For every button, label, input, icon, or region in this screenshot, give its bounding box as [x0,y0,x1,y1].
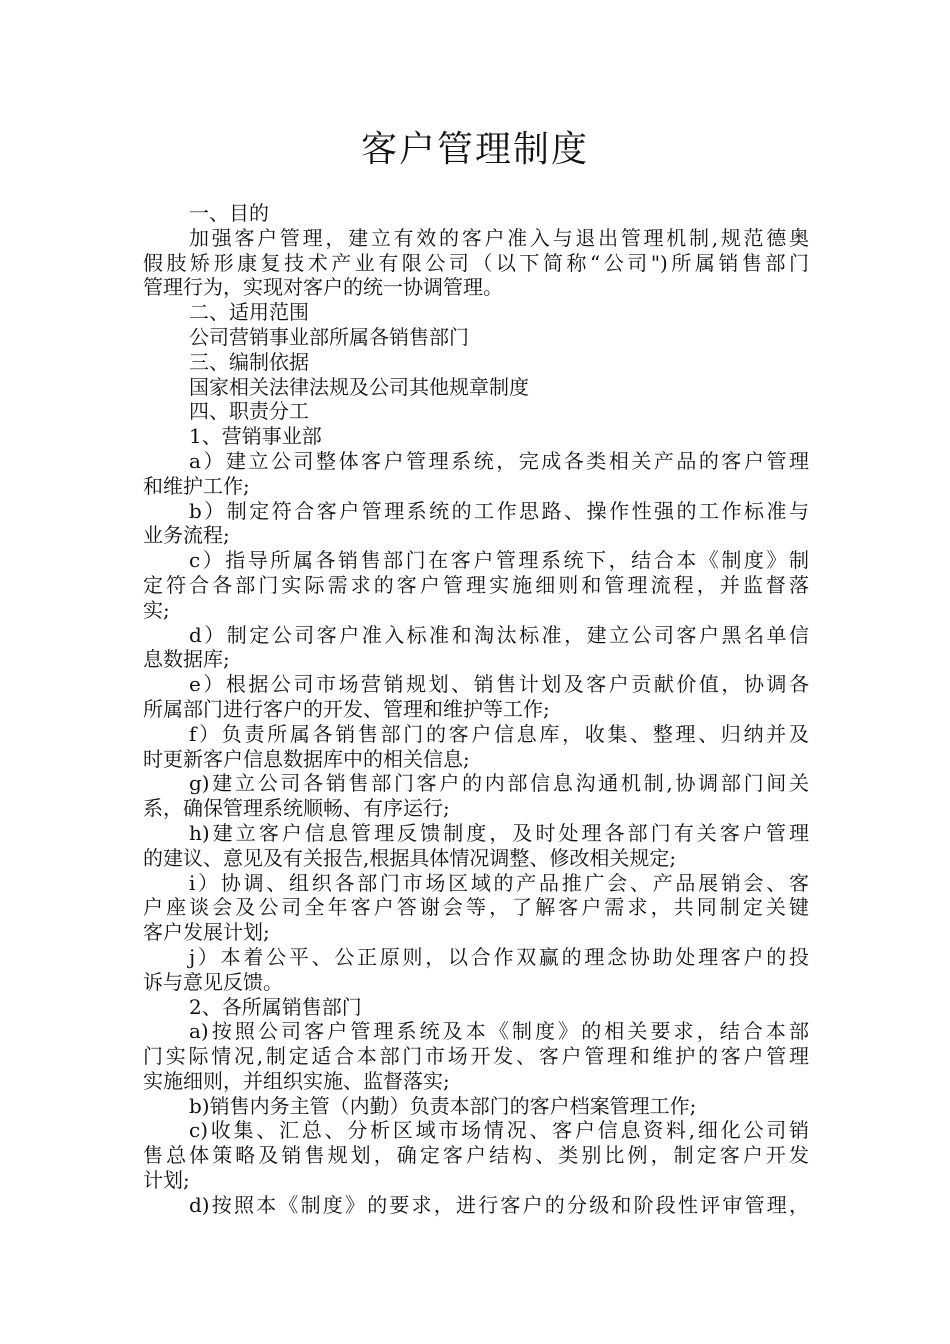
section-heading-duties: 四、职责分工 [189,399,309,424]
list-item-line: 实; [143,597,170,622]
list-item-line: 计划; [143,1168,190,1193]
list-item-line: 定符合各部门实际需求的客户管理实施细则和管理流程，并监督落 [143,572,809,597]
page-title: 客户管理制度 [360,129,589,170]
list-item-line: 实施细则，并组织实施、监督落实; [143,1068,450,1093]
list-item-line: h)建立客户信息管理反馈制度，及时处理各部门有关客户管理 [189,820,809,845]
list-item-line: a)按照公司客户管理系统及本《制度》的相关要求，结合本部 [189,1019,809,1044]
list-item-line: e）根据公司市场营销规划、销售计划及客户贡献价值，协调各 [189,672,809,697]
list-item-line: 户座谈会及公司全年客户答谢会等，了解客户需求，共同制定关键 [143,895,809,920]
list-item-line: 的建议、意见及有关报告,根据具体情况调整、修改相关规定; [143,845,677,870]
list-item-line: 诉与意见反馈。 [143,969,283,994]
list-item-line: 门实际情况,制定适合本部门市场开发、客户管理和维护的客户管理 [143,1044,809,1069]
list-item-line: g)建立公司各销售部门客户的内部信息沟通机制,协调部门间关 [189,771,809,796]
list-item-line: 时更新客户信息数据库中的相关信息; [143,746,470,771]
list-item-line: b)销售内务主管（内勤）负责本部门的客户档案管理工作; [189,1093,697,1118]
list-item-line: d）制定公司客户准入标准和淘汰标准，建立公司客户黑名单信 [189,622,809,647]
list-item-line: b）制定符合客户管理系统的工作思路、操作性强的工作标准与 [189,498,809,523]
list-item-line: 息数据库; [143,647,230,672]
section-heading-scope: 二、适用范围 [189,300,309,325]
paragraph-line: 国家相关法律法规及公司其他规章制度 [189,374,529,399]
list-item-line: 客户发展计划; [143,920,270,945]
list-item-line: i）协调、组织各部门市场区域的产品推广会、产品展销会、客 [189,870,809,895]
paragraph-line: 假肢矫形康复技术产业有限公司（以下简称“公司")所属销售部门 [143,250,809,275]
list-item-line: 和维护工作; [143,473,250,498]
list-item-line: 售总体策略及销售规划，确定客户结构、类别比例，制定客户开发 [143,1143,809,1168]
list-item-line: 所属部门进行客户的开发、管理和维护等工作; [143,696,550,721]
paragraph-line: 公司营销事业部所属各销售部门 [189,324,469,349]
subsection-heading-marketing: 1、营销事业部 [189,424,322,449]
list-item-line: 业务流程; [143,523,230,548]
paragraph-line: 管理行为，实现对客户的统一协调管理。 [143,275,503,300]
section-heading-basis: 三、编制依据 [189,349,309,374]
paragraph-line: 加强客户管理，建立有效的客户准入与退出管理机制,规范德奥 [189,225,809,250]
list-item-line: j）本着公平、公正原则，以合作双赢的理念协助处理客户的投 [189,944,809,969]
list-item-line: f）负责所属各销售部门的客户信息库，收集、整理、归纳并及 [189,721,809,746]
list-item-line: a）建立公司整体客户管理系统，完成各类相关产品的客户管理 [189,448,809,473]
list-item-line: c)收集、汇总、分析区域市场情况、客户信息资料,细化公司销 [189,1118,809,1143]
document-body [143,201,809,1218]
list-item-line: 系，确保管理系统顺畅、有序运行; [143,796,450,821]
list-item-line: d)按照本《制度》的要求，进行客户的分级和阶段性评审管理， [189,1192,809,1217]
section-heading-purpose: 一、目的 [189,201,269,225]
subsection-heading-sales-departments: 2、各所属销售部门 [189,994,362,1019]
list-item-line: c）指导所属各销售部门在客户管理系统下，结合本《制度》制 [189,548,809,573]
